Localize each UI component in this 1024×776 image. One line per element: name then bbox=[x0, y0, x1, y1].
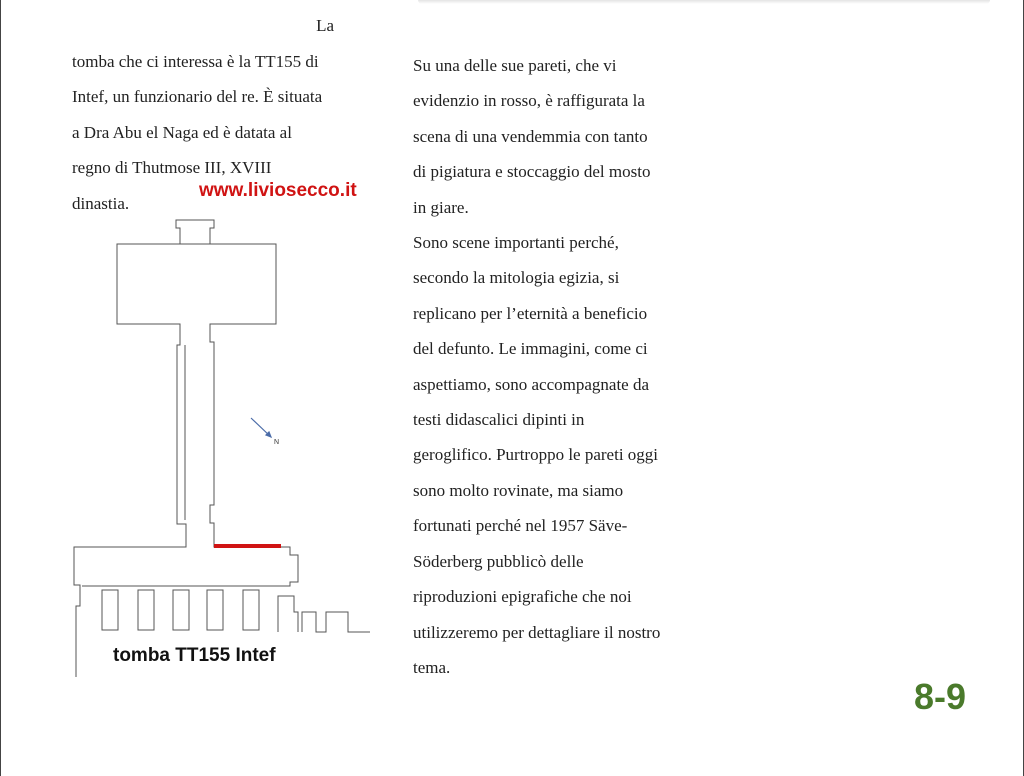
right-text-line: fortunati perché nel 1957 Säve- bbox=[413, 516, 628, 536]
right-text-line: riproduzioni epigrafiche che noi bbox=[413, 587, 632, 607]
right-text-line: sono molto rovinate, ma siamo bbox=[413, 480, 624, 500]
plan-upper-chamber-right bbox=[82, 244, 298, 586]
right-text-line: geroglifico. Purtroppo le pareti oggi bbox=[413, 445, 659, 465]
plan-pillar bbox=[138, 590, 154, 630]
right-text-line: di pigiatura e stoccaggio del mosto bbox=[413, 162, 651, 182]
right-text-line: testi didascalici dipinti in bbox=[413, 410, 585, 430]
left-text-first-word: La bbox=[316, 16, 334, 35]
right-text-line: Söderberg pubblicò delle bbox=[413, 551, 584, 571]
left-text-line: Intef, un funzionario del re. È situata bbox=[72, 87, 323, 106]
left-text-line: regno di Thutmose III, XVIII bbox=[72, 158, 272, 177]
tomb-floor-plan bbox=[0, 0, 420, 700]
page-number: 8-9 bbox=[914, 676, 967, 717]
website-watermark: www.liviosecco.it bbox=[199, 180, 357, 201]
right-text-line: in giare. bbox=[413, 197, 469, 217]
right-text-line: scena di una vendemmia con tanto bbox=[413, 126, 648, 146]
north-label: N bbox=[274, 439, 280, 446]
right-text-line: evidenzio in rosso, è raffigurata la bbox=[413, 91, 645, 111]
right-text-line: aspettiamo, sono accompagnate da bbox=[413, 374, 650, 394]
right-text-line: secondo la mitologia egizia, si bbox=[413, 268, 620, 288]
right-text-column bbox=[413, 48, 743, 685]
right-text-line: tema. bbox=[413, 657, 451, 677]
north-arrow bbox=[251, 418, 271, 437]
right-text-line: Sono scene importanti perché, bbox=[413, 233, 619, 253]
plan-facade bbox=[278, 596, 370, 632]
right-text-line: replicano per l’eternità a beneficio bbox=[413, 303, 648, 323]
left-text-line: tomba che ci interessa è la TT155 di bbox=[72, 51, 319, 71]
plan-pillar bbox=[243, 590, 259, 630]
right-text-line: Su una delle sue pareti, che vi bbox=[413, 56, 617, 75]
right-text-line: utilizzeremo per dettagliare il nostro bbox=[413, 622, 661, 642]
left-text-line: a Dra Abu el Naga ed è datata al bbox=[72, 122, 292, 142]
plan-upper-chamber-outline bbox=[74, 220, 214, 677]
plan-pillar bbox=[207, 590, 223, 630]
page-top-shadow bbox=[418, 0, 990, 4]
plan-pillar bbox=[173, 590, 189, 630]
left-text-line: dinastia. bbox=[72, 193, 130, 213]
plan-caption: tomba TT155 Intef bbox=[113, 645, 276, 666]
plan-pillar bbox=[102, 590, 118, 630]
right-text-line: del defunto. Le immagini, come ci bbox=[413, 339, 648, 359]
